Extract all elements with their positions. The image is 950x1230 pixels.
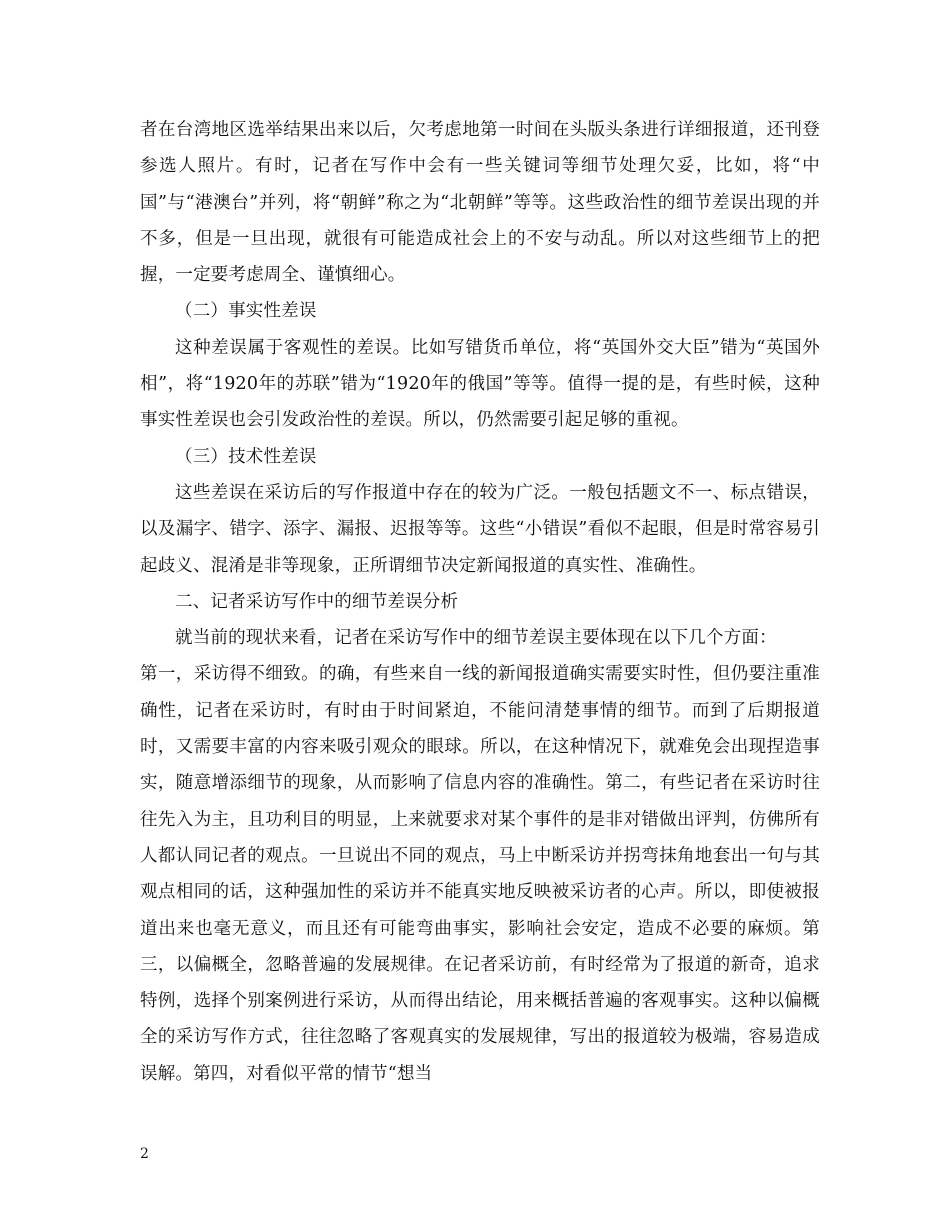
document-body bbox=[140, 112, 820, 1092]
page-number: 2 bbox=[140, 1146, 149, 1162]
heading-factual-errors: （二）事实性差误 bbox=[175, 301, 317, 322]
paragraph-current-situation: 就当前的现状来看，记者在采访写作中的细节差误主要体现在以下几个方面： bbox=[175, 628, 777, 649]
heading-error-analysis: 二、记者采访写作中的细节差误分析 bbox=[175, 591, 459, 612]
paragraph-analysis-points: 第一，采访得不细致。的确，有些来自一线的新闻报道确实需要实时性，但仍要注重准确性，记者在采访时，有时由于时间紧迫，不能问清楚事情的细节。而到了后期报道时，又需要丰富的内容来吸引观众的眼球。所以，在这种情况下，就难免会出现捏造事实，随意增添细节的现象，从而影响了信息内容的准确性。第二，有些记者在采访时往往先入为主，且功利目的明显，上来就要求对某个事件的是非对错做出评判，仿佛所有人都认同记者的观点。一旦说出不同的观点，马上中断采访并拐弯抹角地套出一句与其观点相同的话，这种强加性的采访并不能真实地反映被采访者的心声。所以，即使被报道出来也毫无意义，而且还有可能弯曲事实，影响社会安定，造成不必要的麻烦。第三，以偏概全，忽略普遍的发展规律。在记者采访前，有时经常为了报道的新奇，追求特例，选择个别案例进行采访，从而得出结论，用来概括普遍的客观事实。这种以偏概全的采访写作方式，往往忽略了客观真实的发展规律，写出的报道较为极端，容易造成误解。第四，对看似平常的情节“想当 bbox=[140, 664, 820, 1084]
paragraph-political-errors: 者在台湾地区选举结果出来以后，欠考虑地第一时间在头版头条进行详细报道，还刊登参选人照片。有时，记者在写作中会有一些关键词等细节处理欠妥，比如，将“中国”与“港澳台”并列，将“朝鲜”称之为“北朝鲜”等等。这些政治性的细节差误出现的并不多，但是一旦出现，就很有可能造成社会上的不安与动乱。所以对这些细节上的把握，一定要考虑周全、谨慎细心。 bbox=[140, 120, 820, 286]
heading-technical-errors: （三）技术性差误 bbox=[175, 446, 317, 467]
paragraph-factual-errors: 这种差误属于客观性的差误。比如写错货币单位，将“英国外交大臣”错为“英国外相”，将“1920年的苏联”错为“1920年的俄国”等等。值得一提的是，有些时候，这种事实性差误也会引发政治性的差误。所以，仍然需要引起足够的重视。 bbox=[140, 337, 820, 431]
paragraph-technical-errors: 这些差误在采访后的写作报道中存在的较为广泛。一般包括题文不一、标点错误，以及漏字、错字、添字、漏报、迟报等等。这些“小错误”看似不起眼，但是时常容易引起歧义、混淆是非等现象，正所谓细节决定新闻报道的真实性、准确性。 bbox=[140, 482, 820, 576]
